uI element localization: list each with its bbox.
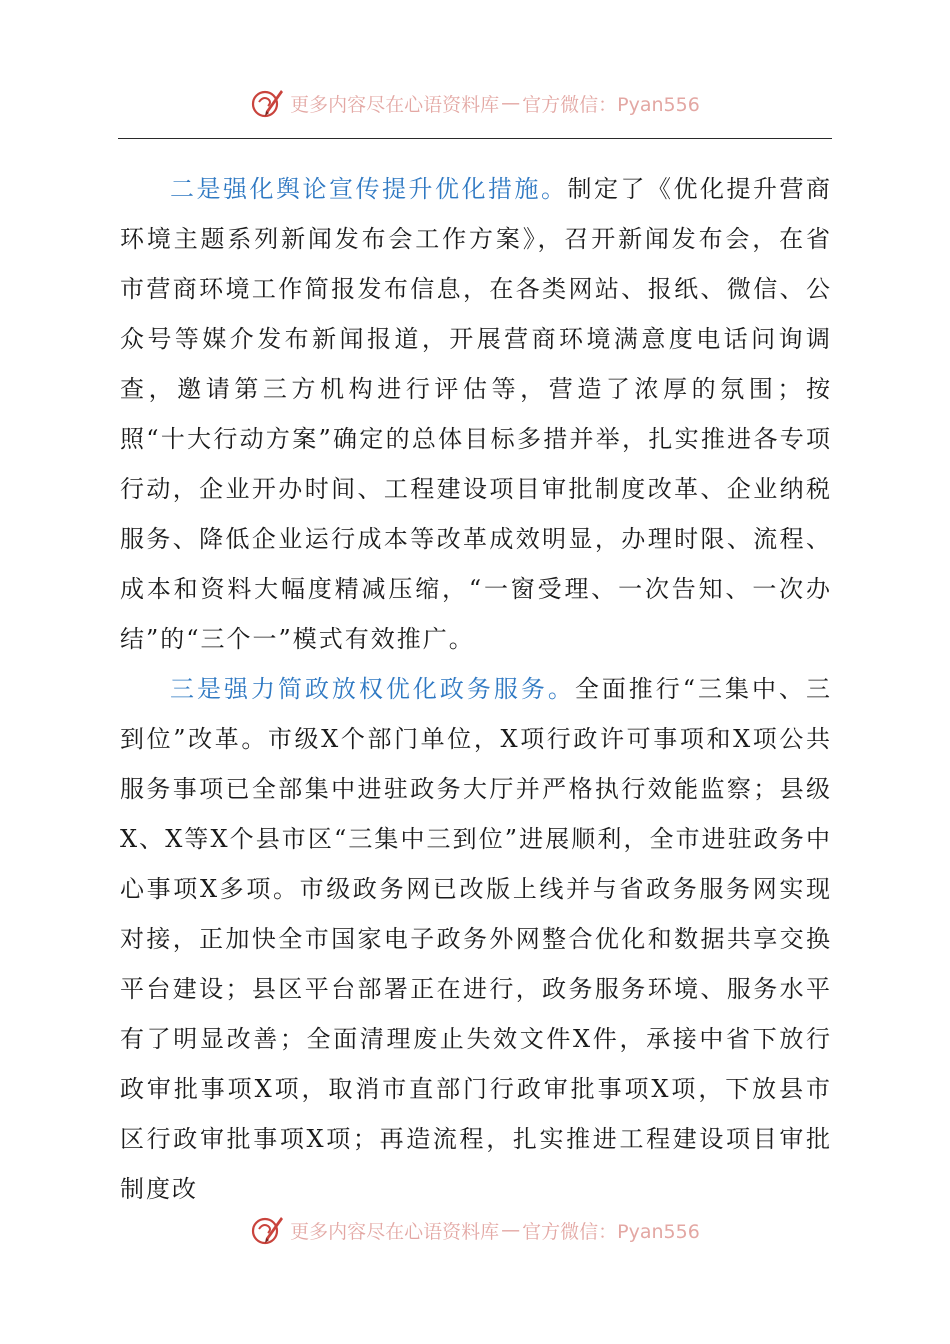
paragraph-lead: 三是强力简政放权优化政务服务。 bbox=[170, 675, 575, 703]
document-body bbox=[120, 164, 832, 1214]
paragraph bbox=[120, 164, 832, 664]
banner-slogan: 更多内容尽在心语资料库 bbox=[290, 93, 500, 116]
paragraph-lead: 二是强化舆论宣传提升优化措施。 bbox=[170, 175, 568, 203]
banner-slogan: 更多内容尽在心语资料库 bbox=[290, 1220, 500, 1243]
paragraph-body: 制定了《优化提升营商环境主题系列新闻发布会工作方案》，召开新闻发布会，在省市营商环境工作简报发布信息，在各类网站、报纸、微信、公众号等媒介发布新闻报道，开展营商环境满意度电话问询调查，邀请第三方机构进行评估等，营造了浓厚的氛围；按照“十大行动方案”确定的总体目标多措并举，扎实推进各专项行动，企业开办时间、工程建设项目审批制度改革、企业纳税服务、降低企业运行成本等改革成效明显，办理时限、流程、成本和资料大幅度精减压缩，“一窗受理、一次告知、一次办结”的“三个一”模式有效推广。 bbox=[120, 175, 832, 653]
pen-circle-logo-icon bbox=[250, 85, 286, 121]
footer-banner bbox=[0, 1212, 950, 1248]
banner-dash: — bbox=[501, 1219, 521, 1241]
banner-dash: — bbox=[501, 92, 521, 114]
pen-circle-logo-icon bbox=[250, 1212, 286, 1248]
header-banner bbox=[0, 85, 950, 121]
banner-wechat: 官方微信：Pyan556 bbox=[522, 93, 700, 116]
header-divider bbox=[118, 138, 832, 139]
paragraph-body: 全面推行“三集中、三到位”改革。市级X个部门单位，X项行政许可事项和X项公共服务事项已全部集中进驻政务大厅并严格执行效能监察；县级X、X等X个县市区“三集中三到位”进展顺利，全市进驻政务中心事项X多项。市级政务网已改版上线并与省政务服务网实现对接，正加快全市国家电子政务外网整合优化和数据共享交换平台建设；县区平台部署正在进行，政务服务环境、服务水平有了明显改善；全面清理废止失效文件X件，承接中省下放行政审批事项X项，取消市直部门行政审批事项X项，下放县市区行政审批事项X项；再造流程，扎实推进工程建设项目审批制度改 bbox=[120, 675, 832, 1203]
banner-wechat: 官方微信：Pyan556 bbox=[522, 1220, 700, 1243]
paragraph bbox=[120, 664, 832, 1214]
